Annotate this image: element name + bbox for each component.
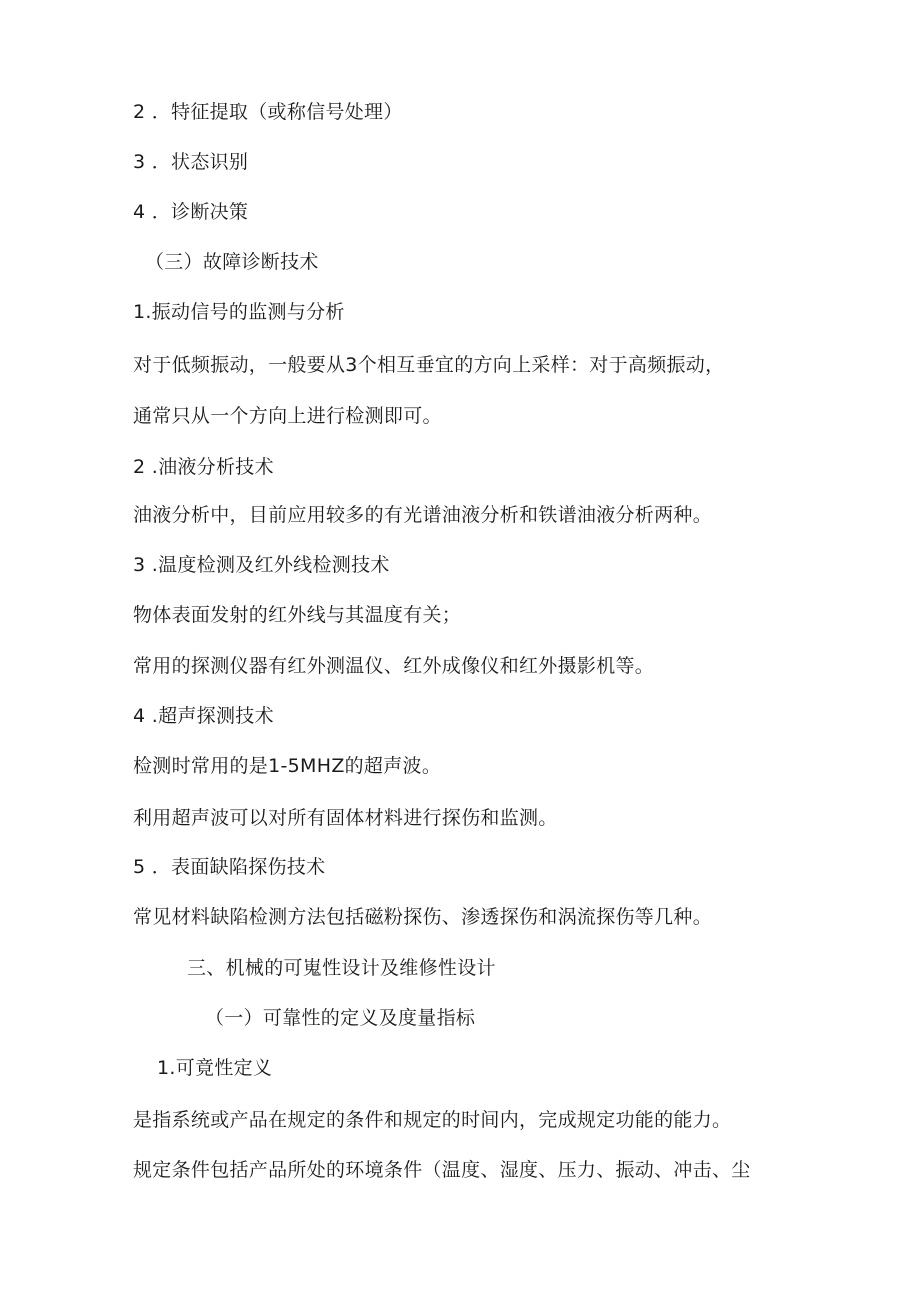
subheading-temperature: 3 .温度检测及红外线检测技术 — [133, 554, 390, 576]
paragraph-line: 检测时常用的是1-5MHZ的超声波。 — [133, 755, 442, 777]
paragraph-line: 常见材料缺陷检测方法包括磁粉探伤、渗透探伤和涡流探伤等几种。 — [133, 906, 713, 928]
paragraph-line: 通常只从一个方向上进行检测即可。 — [133, 405, 442, 427]
paragraph-line: 对于低频振动，一般要从3个相互垂宜的方向上采样：对于高频振动， — [133, 354, 725, 376]
section-heading-reliability-definition: （一）可靠性的定义及度量指标 — [205, 1007, 476, 1029]
list-item-state-recognition: 3 ．状态识别 — [133, 151, 249, 173]
subheading-reliability-definition: 1.可竟性定义 — [157, 1057, 273, 1079]
subheading-oil-analysis: 2 .油液分析技术 — [133, 456, 274, 478]
list-item-diagnosis-decision: 4 ．诊断决策 — [133, 201, 249, 223]
paragraph-line: 是指系统或产品在规定的条件和规定的时间内，完成规定功能的能力。 — [133, 1109, 732, 1131]
paragraph-line: 物体表面发射的红外线与其温度有关； — [133, 604, 462, 626]
subheading-vibration: 1.振动信号的监测与分析 — [133, 301, 345, 323]
list-item-feature-extraction: 2 ．特征提取（或称信号处理） — [133, 101, 403, 123]
subheading-surface-defect: 5 ．表面缺陷探伤技术 — [133, 856, 326, 878]
paragraph-line: 利用超声波可以对所有固体材料进行探伤和监测。 — [133, 807, 558, 829]
paragraph-line: 常用的探测仪器有红外测温仪、红外成像仪和红外摄影机等。 — [133, 655, 655, 677]
paragraph-line: 油液分析中，目前应用较多的有光谱油液分析和铁谱油液分析两种。 — [133, 504, 713, 526]
section-heading-fault-diagnosis: （三）故障诊断技术 — [145, 251, 319, 273]
subheading-ultrasonic: 4 .超声探测技术 — [133, 705, 274, 727]
paragraph-line: 规定条件包括产品所处的环境条件（温度、湿度、压力、振动、冲击、尘 — [133, 1159, 751, 1181]
section-heading-reliability-design: 三、机械的可嵬性设计及维修性设计 — [187, 957, 496, 979]
